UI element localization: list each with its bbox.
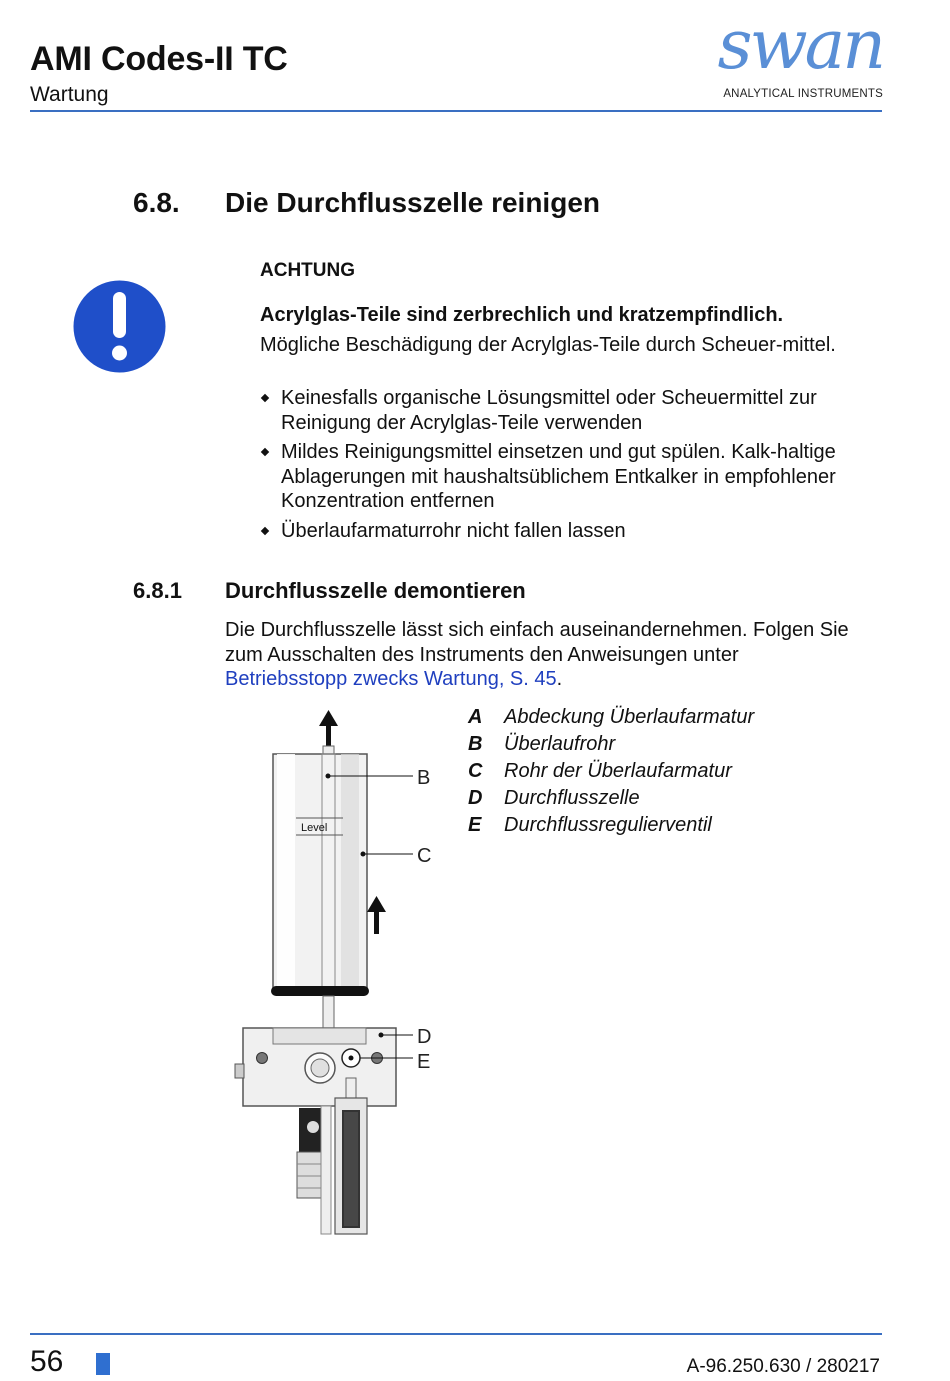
legend-label: Rohr der Überlaufarmatur <box>504 760 732 782</box>
header-divider <box>30 110 882 112</box>
subsection-body <box>225 618 865 692</box>
legend-item <box>468 787 888 814</box>
upward-arrow-icon <box>319 710 338 751</box>
body-text: Die Durchflusszelle lässt sich einfach auseinandernehmen. Folgen Sie zum Ausschalten des Instruments den Anweisungen unter <box>225 619 849 666</box>
exclamation-icon <box>73 280 166 373</box>
legend-item <box>468 760 888 787</box>
legend-key: B <box>468 733 483 755</box>
section-number: 6.8. <box>133 187 180 218</box>
warning-headline: Acrylglas-Teile sind zerbrechlich und kratzempfindlich. <box>260 304 784 326</box>
legend-label: Durchflussregulierventil <box>504 814 712 836</box>
cross-reference-link[interactable]: Betriebsstopp zwecks Wartung, S. 45 <box>225 668 557 690</box>
legend-item <box>468 814 888 841</box>
warning-body: Mögliche Beschädigung der Acrylglas-Teile durch Scheuer-mittel. <box>260 334 836 356</box>
legend-item <box>468 706 888 733</box>
callout-d: D <box>417 1026 432 1048</box>
level-label: Level <box>301 822 328 834</box>
logo-tagline: ANALYTICAL INSTRUMENTS <box>723 88 883 100</box>
legend-key: C <box>468 760 483 782</box>
footer-divider <box>30 1333 882 1335</box>
subsection-number: 6.8.1 <box>133 578 182 603</box>
list-item-text: Keinesfalls organische Lösungsmittel oder Scheuermittel zur Reinigung der Acrylglas-Teile verwenden <box>281 387 817 434</box>
page-number: 56 <box>30 1345 64 1378</box>
chapter-name: Wartung <box>30 83 109 106</box>
legend-key: A <box>468 706 483 728</box>
bullet-diamond-icon <box>261 394 269 402</box>
flow-cell-figure <box>215 706 445 1241</box>
upward-arrow-icon <box>367 896 386 934</box>
document-id: A-96.250.630 / 280217 <box>686 1356 880 1377</box>
subsection-title: Durchflusszelle demontieren <box>225 578 526 603</box>
callout-c: C <box>417 845 432 867</box>
list-item-text: Überlaufarmaturrohr nicht fallen lassen <box>281 520 626 542</box>
logo-wordmark: swan <box>717 6 883 85</box>
o-ring <box>271 986 369 996</box>
document-title: AMI Codes-II TC <box>30 40 288 78</box>
legend-key: E <box>468 814 482 836</box>
legend-label: Überlaufrohr <box>504 733 616 755</box>
callout-b: B <box>417 767 431 789</box>
callout-e: E <box>417 1051 431 1073</box>
legend-key: D <box>468 787 483 809</box>
legend-item <box>468 733 888 760</box>
legend-label: Durchflusszelle <box>504 787 640 809</box>
figure-legend <box>468 706 888 841</box>
legend-label: Abdeckung Überlaufarmatur <box>504 706 755 728</box>
section-title: Die Durchflusszelle reinigen <box>225 187 600 218</box>
swan-logo <box>717 6 885 110</box>
page-marker <box>96 1353 110 1375</box>
bullet-diamond-icon <box>261 527 269 535</box>
bullet-diamond-icon <box>261 448 269 456</box>
body-text-end: . <box>556 668 563 690</box>
warning-label: ACHTUNG <box>260 260 355 281</box>
list-item-text: Mildes Reinigungsmittel einsetzen und gut spülen. Kalk-haltige Ablagerungen mit haushaltsüblichem Entkalker in empfohlener Konzentration entfernen <box>281 441 836 512</box>
